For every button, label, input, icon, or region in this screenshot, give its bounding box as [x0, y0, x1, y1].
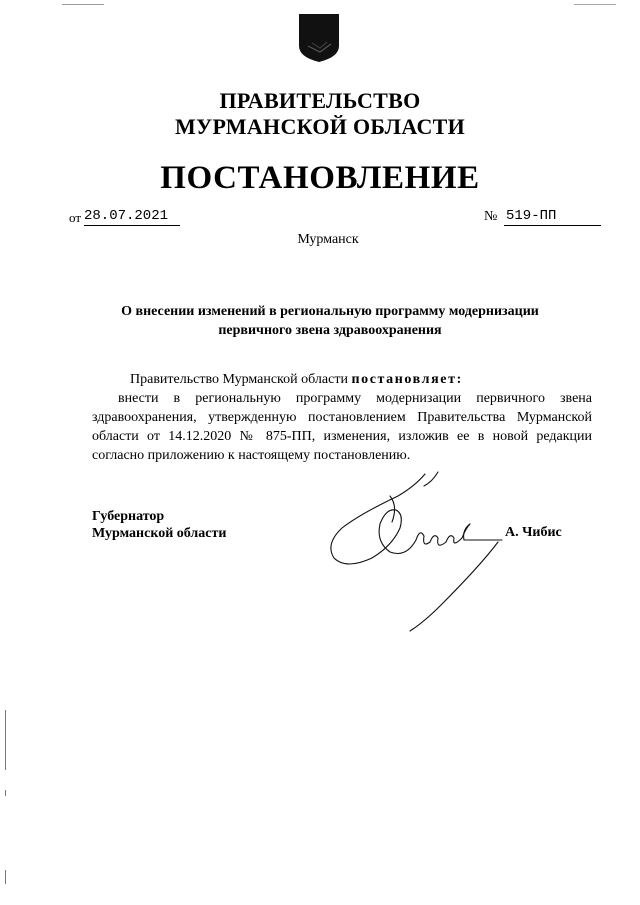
scan-edge-mark	[5, 870, 6, 884]
city-name: Мурманск	[297, 232, 359, 247]
government-title-line1: ПРАВИТЕЛЬСТВО	[219, 88, 421, 113]
subject-line1: О внесении изменений в региональную программу модернизации	[121, 304, 539, 319]
document-type-title: ПОСТАНОВЛЕНИЕ	[160, 160, 480, 196]
coat-of-arms-emblem	[298, 13, 340, 63]
signatory-post	[92, 508, 226, 542]
document-number: 519-ПП	[504, 208, 601, 226]
scan-mark-top-right	[574, 4, 616, 5]
document-subject	[100, 302, 560, 340]
number-prefix: №	[484, 209, 498, 224]
document-body	[92, 370, 592, 465]
signatory-name: А. Чибис	[505, 525, 562, 540]
government-title	[0, 88, 640, 140]
signatory-post-line2: Мурманской области	[92, 526, 227, 541]
signatory-post-line1: Губернатор	[92, 509, 165, 524]
scan-mark-top-left	[62, 4, 104, 5]
body-paragraph: внести в региональную программу модернизации первичного звена здравоохранения, утвержденную постановлением Правительства Мурманской области от 14.12.2020 № 875-ПП, изменения, изложив ее в новой редакции согласно приложению к настоящему постановлению.	[92, 391, 592, 463]
document-date: 28.07.2021	[84, 208, 180, 226]
intro-subject: Правительство Мурманской области	[130, 372, 348, 387]
date-prefix: от	[69, 210, 82, 225]
scan-edge-mark	[5, 710, 6, 770]
intro-line	[92, 370, 592, 389]
intro-verb: постановляет:	[351, 372, 463, 387]
scan-edge-mark	[5, 790, 6, 796]
subject-line2: первичного звена здравоохранения	[218, 323, 442, 338]
government-title-line2: МУРМАНСКОЙ ОБЛАСТИ	[174, 114, 466, 139]
handwritten-signature	[320, 466, 510, 636]
